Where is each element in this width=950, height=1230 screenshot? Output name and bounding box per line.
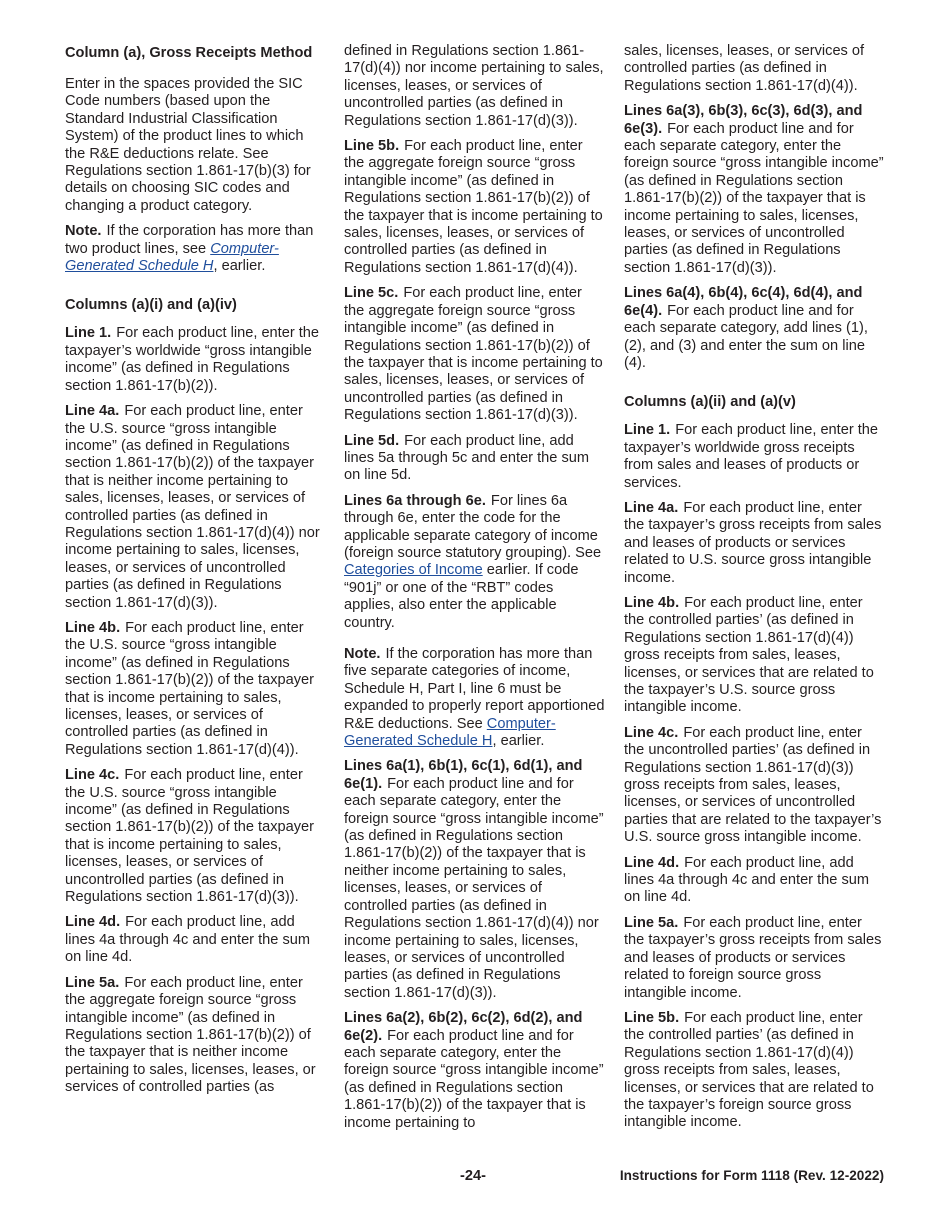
line-text-end: earlier. If code “901j” or one of the “RBT” codes applies, also enter the applicable country. [344,562,579,631]
line-label: Line 4a. [65,403,120,420]
lines-6a1-paragraph [344,758,606,1002]
column-1 [65,43,327,1105]
line-4d-paragraph [624,855,886,907]
line-label: Line 5a. [624,914,679,931]
line-5a-paragraph [624,915,886,1002]
line-text: For each product line, enter the aggregate foreign source “gross intangible income” (as defined in Regulations section 1.861-17(b)(2)) of the taxpayer that is neither income pertaining to sales, licenses, leases, or services of controlled parties (as [65,974,316,1096]
line-label: Line 4b. [65,619,121,636]
line-text: For each product line and for each separate category, add lines (1), (2), and (3) and enter the sum on line (4). [624,302,868,371]
column-2 [344,43,606,1140]
line-text: For each product line, enter the controlled parties’ (as defined in Regulations section 1.861-17(d)(4)) gross receipts from sales, leases, licenses, or services that are related to the taxpayer’s U.S. source gross intangible income. [624,594,874,716]
line-text: For each product line, enter the taxpayer’s gross receipts from sales and leases of products or services related to U.S. source gross intangible income. [624,499,882,586]
line-text: For each product line, enter the U.S. source “gross intangible income” (as defined in Regulations section 1.861-17(b)(2)) of the taxpayer that is income pertaining to sales, licenses, leases, or services of controlled parties (as defined in Regulations section 1.861-17(d)(4)). [65,619,315,758]
line-5d-paragraph [344,433,606,485]
line-label: Line 5b. [344,138,400,155]
line-label: Lines 6a(1), 6b(1), 6c(1), 6d(1), and 6e(1). [344,758,583,792]
line-4c-paragraph [65,767,327,906]
line-5b-paragraph [344,138,606,277]
line-label: Line 5a. [65,974,120,991]
line-text: For each product line, enter the U.S. source “gross intangible income” (as defined in Regulations section 1.861-17(b)(2)) of the taxpayer that is neither income pertaining to sales, licenses, leases, or services of controlled parties (as defined in Regulations section 1.861-17(d)(4)) nor income pertaining to sales, licenses, leases, or services of uncontrolled parties (as defined in Regulations section 1.861-17(d)(3)). [65,403,320,611]
lines-6a-6e-paragraph [344,493,606,632]
note-label: Note. [344,646,381,662]
continued-paragraph: defined in Regulations section 1.861-17(d)(4)) nor income pertaining to sales, licenses, leases, or services of uncontrolled parties (as defined in Regulations section 1.861-17(d)(3)). [344,43,604,129]
line-label: Line 1. [65,325,112,342]
line-text: For each product line and for each separate category, enter the foreign source “gross intangible income” (as defined in Regulations section 1.861-17(b)(2)) of the taxpayer that is neither income pertaining to sales, licenses, leases, or services of controlled parties (as defined in Regulations section 1.861-17(d)(4)) nor income pertaining to sales, licenses, leases, or services of uncontrolled parties (as defined in Regulations section 1.861-17(d)(3)). [344,775,604,1001]
line-label: Line 4d. [65,914,121,931]
column-3 [624,43,886,1140]
note-text: If the corporation has more than five separate categories of income, Schedule H, Part I, line 6 must be expanded to properly report apportioned R&E deductions. See [344,646,605,732]
lines-6a2-paragraph [344,1010,606,1132]
line-label: Line 1. [624,422,671,439]
line-label: Line 4b. [624,594,680,611]
note-text: If the corporation has more than two product lines, see [65,223,314,257]
note-text-end: , earlier. [213,258,266,275]
line-text: For each product line, enter the taxpayer’s worldwide “gross intangible income” (as defined in Regulations section 1.861-17(b)(2)). [65,325,320,394]
heading-columns-ai-aiv: Columns (a)(i) and (a)(iv) [65,297,237,314]
note-label: Note. [65,223,102,240]
line-label: Lines 6a(4), 6b(4), 6c(4), 6d(4), and 6e(4). [624,285,863,319]
continued-paragraph: sales, licenses, leases, or services of controlled parties (as defined in Regulations section 1.861-17(d)(4)). [624,43,865,94]
line-text: For each product line and for each separate category, enter the foreign source “gross intangible income” (as defined in Regulations section 1.861-17(b)(2)) of the taxpayer that is income pertaining to sales, licenses, leases, or services of uncontrolled parties (as defined in Regulations section 1.861-17(d)(3)). [624,120,884,276]
line-text: For each product line, enter the uncontrolled parties’ (as defined in Regulations section 1.861-17(d)(3)) gross receipts from sales, leases, licenses, or services of uncontrolled parties that are related to the taxpayer’s U.S. source gross intangible income. [624,724,882,846]
line-text: For each product line, add lines 5a through 5c and enter the sum on line 5d. [344,432,590,484]
line-5a-paragraph [65,975,327,1097]
line-text: For each product line, enter the aggregate foreign source “gross intangible income” (as defined in Regulations section 1.861-17(b)(2)) of the taxpayer that is income pertaining to sales, licenses, leases, or services of uncontrolled parties (as defined in Regulations section 1.861-17(d)(3)). [344,285,603,424]
line-label: Line 5c. [344,285,399,302]
note-paragraph [344,646,606,750]
line-4c-paragraph [624,725,886,847]
computer-generated-schedule-h-link[interactable]: Computer-Generated Schedule H [344,715,556,750]
line-text: For each product line, add lines 4a through 4c and enter the sum on line 4d. [65,914,311,966]
line-text: For each product line, enter the taxpayer’s gross receipts from sales and leases of products or services related to foreign source gross intangible income. [624,914,882,1001]
line-4a-paragraph [65,403,327,612]
line-1-paragraph [624,422,886,492]
line-4b-paragraph [624,595,886,717]
line-4a-paragraph [624,500,886,587]
line-text: For each product line, enter the taxpayer’s worldwide gross receipts from sales and leases of products or services. [624,422,879,491]
page-number: -24- [460,1168,486,1184]
line-1-paragraph [65,325,327,395]
line-text: For each product line, enter the controlled parties’ (as defined in Regulations section 1.861-17(d)(4)) gross receipts from sales, leases, licenses, or services that are related to the taxpayer’s foreign source gross intangible income. [624,1009,874,1131]
line-label: Line 4d. [624,854,680,871]
note-text-end: , earlier. [492,733,545,750]
heading-columns-aii-av: Columns (a)(ii) and (a)(v) [624,394,796,411]
line-5c-paragraph [344,285,606,424]
line-label: Line 5b. [624,1009,680,1026]
line-label: Lines 6a through 6e. [344,492,486,509]
lines-6a3-paragraph [624,103,886,277]
line-label: Lines 6a(2), 6b(2), 6c(2), 6d(2), and 6e(2). [344,1010,583,1044]
paragraph-sic: Enter in the spaces provided the SIC Code numbers (based upon the Standard Industrial Classification System) of the product lines to which the R&E deductions relate. See Regulations section 1.861-17(b)(3) for details on choosing SIC codes and changing a product category. [65,76,311,214]
line-text: For each product line, enter the aggregate foreign source “gross intangible income” (as defined in Regulations section 1.861-17(b)(2)) of the taxpayer that is income pertaining to sales, licenses, leases, or services of controlled parties (as defined in Regulations section 1.861-17(d)(4)). [344,138,603,276]
line-label: Line 5d. [344,432,400,449]
note-paragraph [65,223,327,275]
line-label: Line 4c. [624,724,679,741]
line-label: Line 4a. [624,499,679,516]
line-4b-paragraph [65,620,327,759]
line-text: For each product line, add lines 4a through 4c and enter the sum on line 4d. [624,854,870,906]
line-text: For each product line, enter the U.S. source “gross intangible income” (as defined in Regulations section 1.861-17(b)(2)) of the taxpayer that is income pertaining to sales, licenses, leases, or services of uncontrolled parties (as defined in Regulations section 1.861-17(d)(3)). [65,767,315,906]
heading-column-a: Column (a), Gross Receipts Method [65,45,313,61]
line-text: For lines 6a through 6e, enter the code for the applicable separate category of income (foreign source statutory grouping). See [344,492,602,561]
line-4d-paragraph [65,914,327,966]
computer-generated-schedule-h-link[interactable]: Computer-Generated Schedule H [65,240,279,275]
lines-6a4-paragraph [624,285,886,372]
categories-of-income-link[interactable]: Categories of Income [344,562,483,579]
line-text: For each product line and for each separate category, enter the foreign source “gross intangible income” (as defined in Regulations section 1.861-17(b)(2)) of the taxpayer that is income pertaining to [344,1027,604,1131]
line-label: Line 4c. [65,767,120,784]
line-5b-paragraph [624,1010,886,1132]
line-label: Lines 6a(3), 6b(3), 6c(3), 6d(3), and 6e(3). [624,103,863,137]
form-title: Instructions for Form 1118 (Rev. 12-2022) [619,1168,884,1183]
